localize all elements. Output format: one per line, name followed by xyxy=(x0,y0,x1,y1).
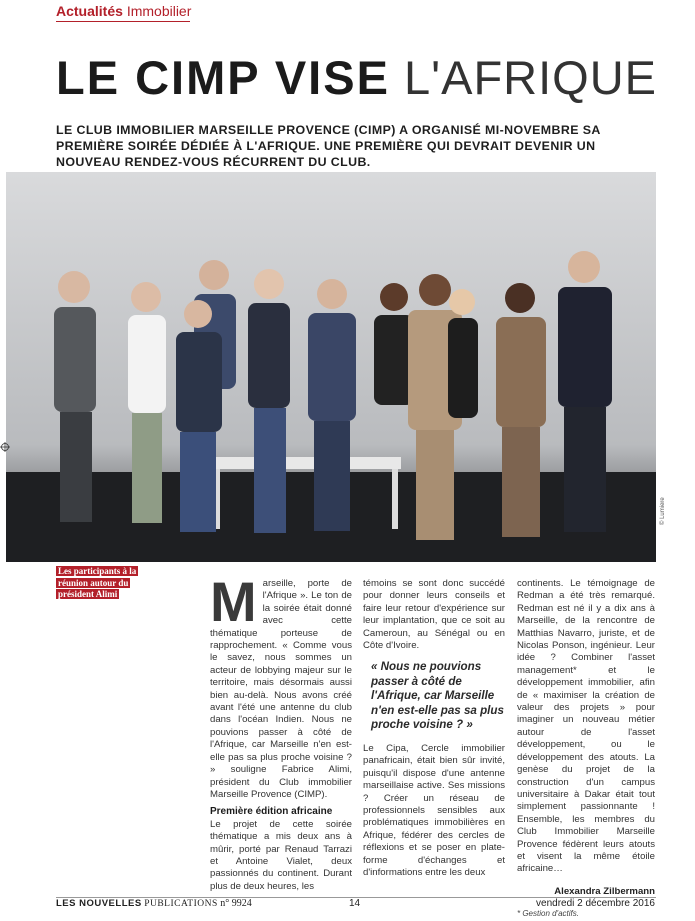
article-paragraph: Le Cipa, Cercle immobilier panafricain, était bien sûr invité, puisqu'il dispose d'une antenne marseillaise active. Ses missions ? Créer un réseau de professionnels sensibles aux problématiques immobilières en Afrique, fédérer des cercles de réflexions et se poser en plate-forme d'échanges et d'informations entre les deux xyxy=(363,742,505,878)
section-rubric xyxy=(56,3,191,19)
author-signature: Alexandra Zilbermann xyxy=(554,885,655,897)
photo-credit: © Lumiere xyxy=(660,497,666,525)
article-paragraph: Le projet de cette soirée thématique a mis deux ans à mûrir, porté par Renaud Tarrazi et Antoine Vialet, deux passionnés du continent. Durant plus de deux heures, les xyxy=(210,818,352,892)
publication-name-bold: LES NOUVELLES xyxy=(56,898,142,909)
registration-mark-icon xyxy=(0,442,10,452)
publication-name-light: PUBLICATIONS xyxy=(144,899,218,909)
article-paragraph: témoins se sont donc succédé pour donner leurs conseils et faire leur retour d'expérience sur leur implantation, que ce soit au Cameroun, au Sénégal ou en Côte d'Ivoire. xyxy=(363,578,505,652)
dropcap: M xyxy=(210,570,257,633)
paragraph-text: arseille, porte de l'Afrique ». Le ton de la soirée était donné avec cette thématique porteuse de rapprochement. « Comme vous le savez, nous sommes un acteur de lobbying majeur sur le territoire, mais désormais aussi bien au-delà. Nous avons créé avant l'été une antenne du club dans l'océan Indien. Nous ne pouvions passer à côté de l'Afrique, car Marseille n'en est-elle pas sa plus proche voisine ? » souligne Fabrice Alimi, président du Club immobilier Marseille Provence (CIMP). xyxy=(210,578,352,800)
rubric-underline xyxy=(56,21,190,22)
headline-light: L'AFRIQUE xyxy=(404,51,658,104)
article-paragraph: continents. Le témoignage de Redman a été très remarqué. Redman est né il y a dix ans à Marseille, de la rencontre de Matthias Navarro, juriste, et de Nicolas Ponson, ingénieur. Leur idée ? Combiner l'asset management* et le développement immobilier, afin de « maximiser la création de valeur des projets » pour imaginer un nouveau métier autour de l'asset développement, ou le développement des atouts. La genèse du projet de la construction d'un campus universitaire à Dakar était tout simplement passionnante ! Ensemble, les membres du Club Immobilier Marseille Provence fédèrent leurs atouts et visent la même étoile africaine… xyxy=(517,578,655,875)
article-column-1 xyxy=(210,570,352,893)
pull-quote: « Nous ne pouvions passer à côté de l'Afrique, car Marseille n'en est-elle pas sa plus proche voisine ? » xyxy=(371,660,504,732)
article-subhead: Première édition africaine xyxy=(210,806,333,818)
headline-bold: LE CIMP VISE xyxy=(56,51,390,104)
rubric-bold: Actualités xyxy=(56,3,123,19)
footnote: * Gestion d'actifs. xyxy=(517,909,579,919)
page-number: 14 xyxy=(349,898,361,909)
headline xyxy=(56,50,657,106)
article-lead: LE CLUB IMMOBILIER MARSEILLE PROVENCE (CIMP) A ORGANISÉ MI-NOVEMBRE SA PREMIÈRE SOIRÉE DÉDIÉE À L'AFRIQUE. UNE PREMIÈRE QUI DEVRAIT DEVENIR UN NOUVEAU RENDEZ-VOUS RÉCURRENT DU CLUB. xyxy=(56,123,601,169)
footer-date: vendredi 2 décembre 2016 xyxy=(536,898,655,909)
issue-number: n° 9924 xyxy=(220,898,252,909)
footer-publication xyxy=(56,898,252,909)
group-photo-illustration xyxy=(6,172,656,562)
article-column-2 xyxy=(363,578,505,879)
article-column-3 xyxy=(517,578,655,921)
photo-caption xyxy=(56,566,138,601)
article-paragraph xyxy=(210,570,352,801)
rubric-normal: Immobilier xyxy=(126,3,192,19)
photo-caption-text: Les participants à la réunion autour du président Alimi xyxy=(58,566,137,599)
group-photo xyxy=(6,172,656,562)
